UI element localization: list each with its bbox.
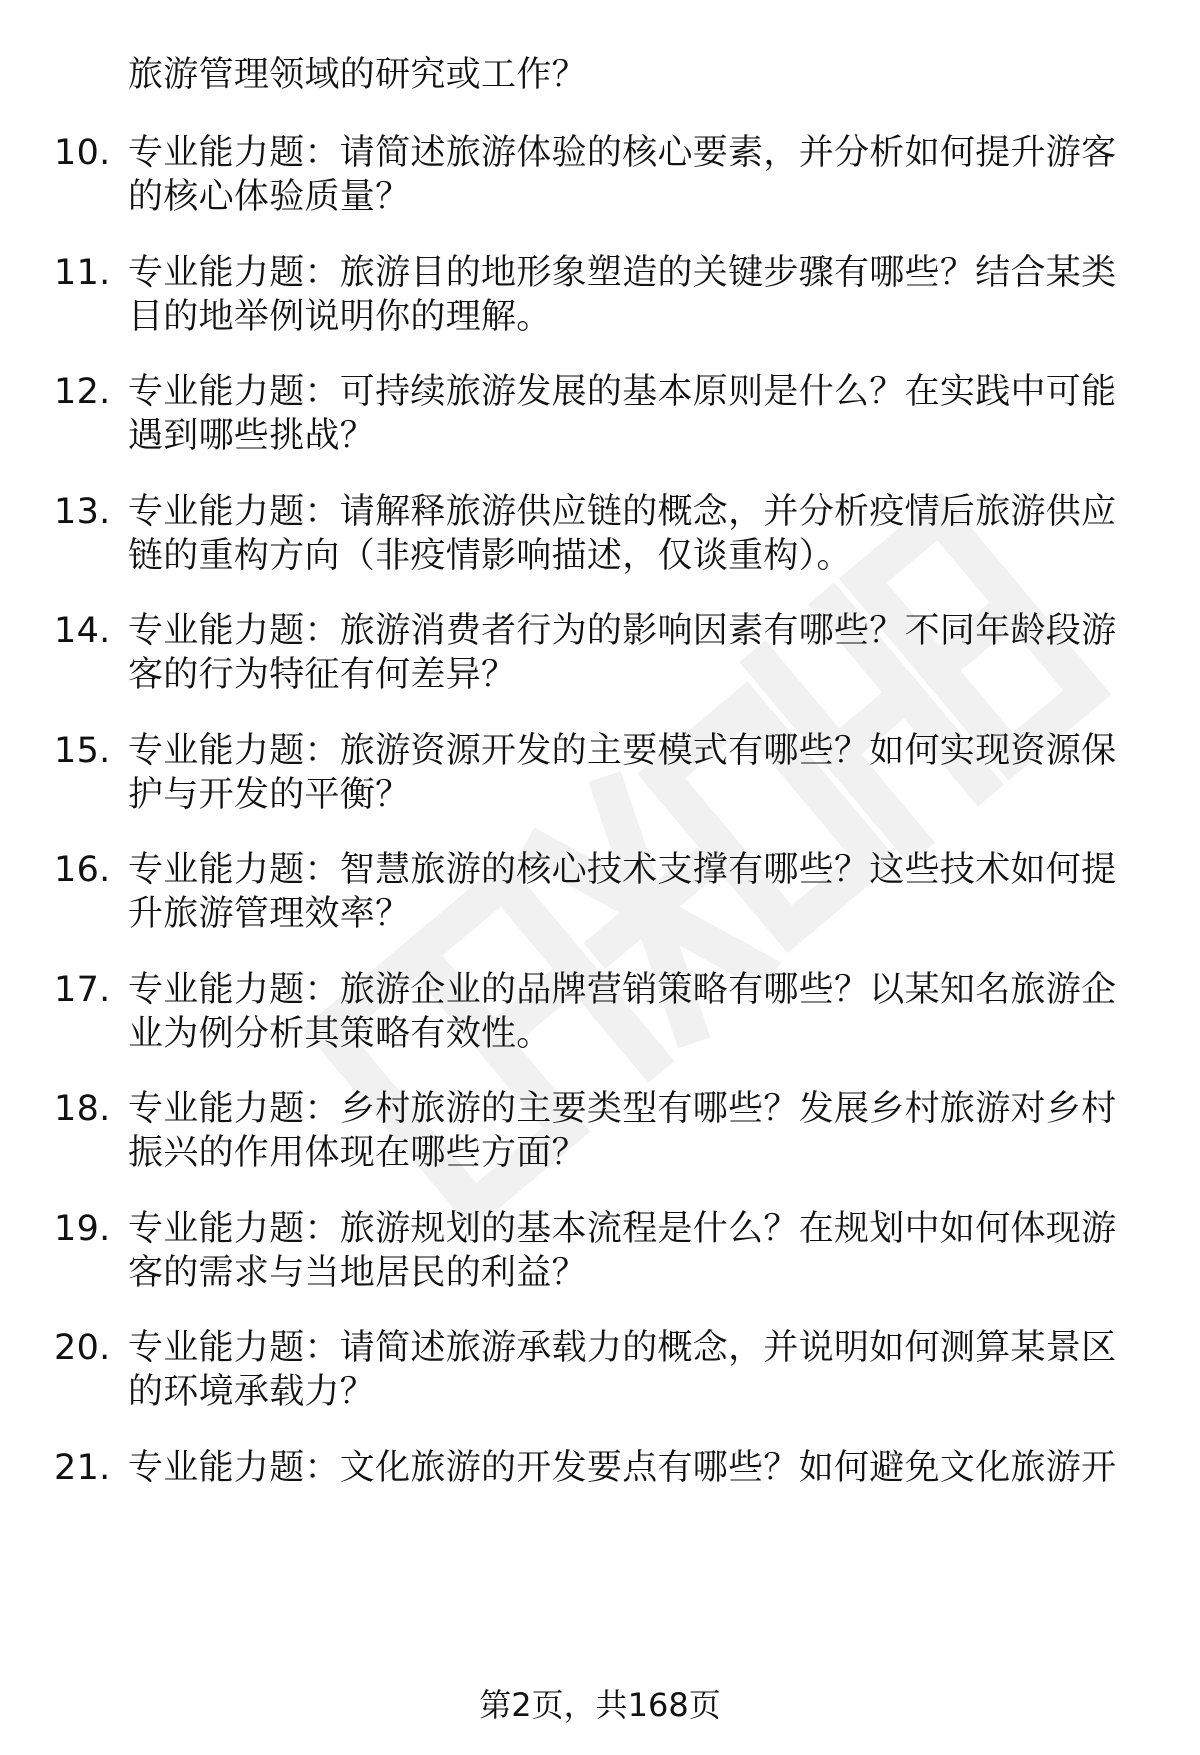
question-number: 14. <box>54 611 111 651</box>
question-number: 10. <box>54 133 111 173</box>
question-text: 专业能力题：旅游目的地形象塑造的关键步骤有哪些？结合某类 <box>128 253 1117 293</box>
question-text: 专业能力题：智慧旅游的核心技术支撑有哪些？这些技术如何提 <box>128 850 1117 890</box>
question-number: 21. <box>54 1448 111 1488</box>
question-text: 专业能力题：旅游消费者行为的影响因素有哪些？不同年龄段游 <box>128 611 1117 651</box>
question-text: 专业能力题：请简述旅游承载力的概念，并说明如何测算某景区 <box>128 1328 1117 1368</box>
question-number: 11. <box>54 253 111 293</box>
question-text-continuation: 的核心体验质量？ <box>128 177 411 217</box>
question-text: 专业能力题：旅游企业的品牌营销策略有哪些？以某知名旅游企 <box>128 970 1117 1010</box>
page-footer: 第2页，共168页 <box>479 1686 721 1724</box>
question-number: 17. <box>54 970 111 1010</box>
question-text-continuation: 护与开发的平衡？ <box>128 775 411 815</box>
question-text: 专业能力题：可持续旅游发展的基本原则是什么？在实践中可能 <box>128 372 1117 412</box>
question-text-continuation: 业为例分析其策略有效性。 <box>128 1014 552 1054</box>
question-text-continuation: 客的需求与当地居民的利益？ <box>128 1253 587 1293</box>
question-text: 专业能力题：请简述旅游体验的核心要素，并分析如何提升游客 <box>128 133 1117 173</box>
question-number: 15. <box>54 731 111 771</box>
question-text-continuation: 振兴的作用体现在哪些方面？ <box>128 1133 587 1173</box>
question-text: 专业能力题：文化旅游的开发要点有哪些？如何避免文化旅游开 <box>128 1448 1117 1488</box>
question-number: 16. <box>54 850 111 890</box>
lead-line-text: 旅游管理领域的研究或工作？ <box>128 55 587 95</box>
question-text: 专业能力题：旅游资源开发的主要模式有哪些？如何实现资源保 <box>128 731 1117 771</box>
question-text-continuation: 遇到哪些挑战？ <box>128 416 376 456</box>
question-text-continuation: 客的行为特征有何差异？ <box>128 655 517 695</box>
question-text: 专业能力题：乡村旅游的主要类型有哪些？发展乡村旅游对乡村 <box>128 1089 1117 1129</box>
question-text: 专业能力题：请解释旅游供应链的概念，并分析疫情后旅游供应 <box>128 492 1117 532</box>
question-text-continuation: 升旅游管理效率？ <box>128 894 411 934</box>
question-number: 20. <box>54 1328 111 1368</box>
question-text: 专业能力题：旅游规划的基本流程是什么？在规划中如何体现游 <box>128 1209 1117 1249</box>
question-number: 18. <box>54 1089 111 1129</box>
question-text-continuation: 目的地举例说明你的理解。 <box>128 297 552 337</box>
question-number: 13. <box>54 492 111 532</box>
question-text-continuation: 链的重构方向（非疫情影响描述，仅谈重构）。 <box>128 536 852 576</box>
question-number: 12. <box>54 372 111 412</box>
question-text-continuation: 的环境承载力？ <box>128 1372 376 1412</box>
question-number: 19. <box>54 1209 111 1249</box>
